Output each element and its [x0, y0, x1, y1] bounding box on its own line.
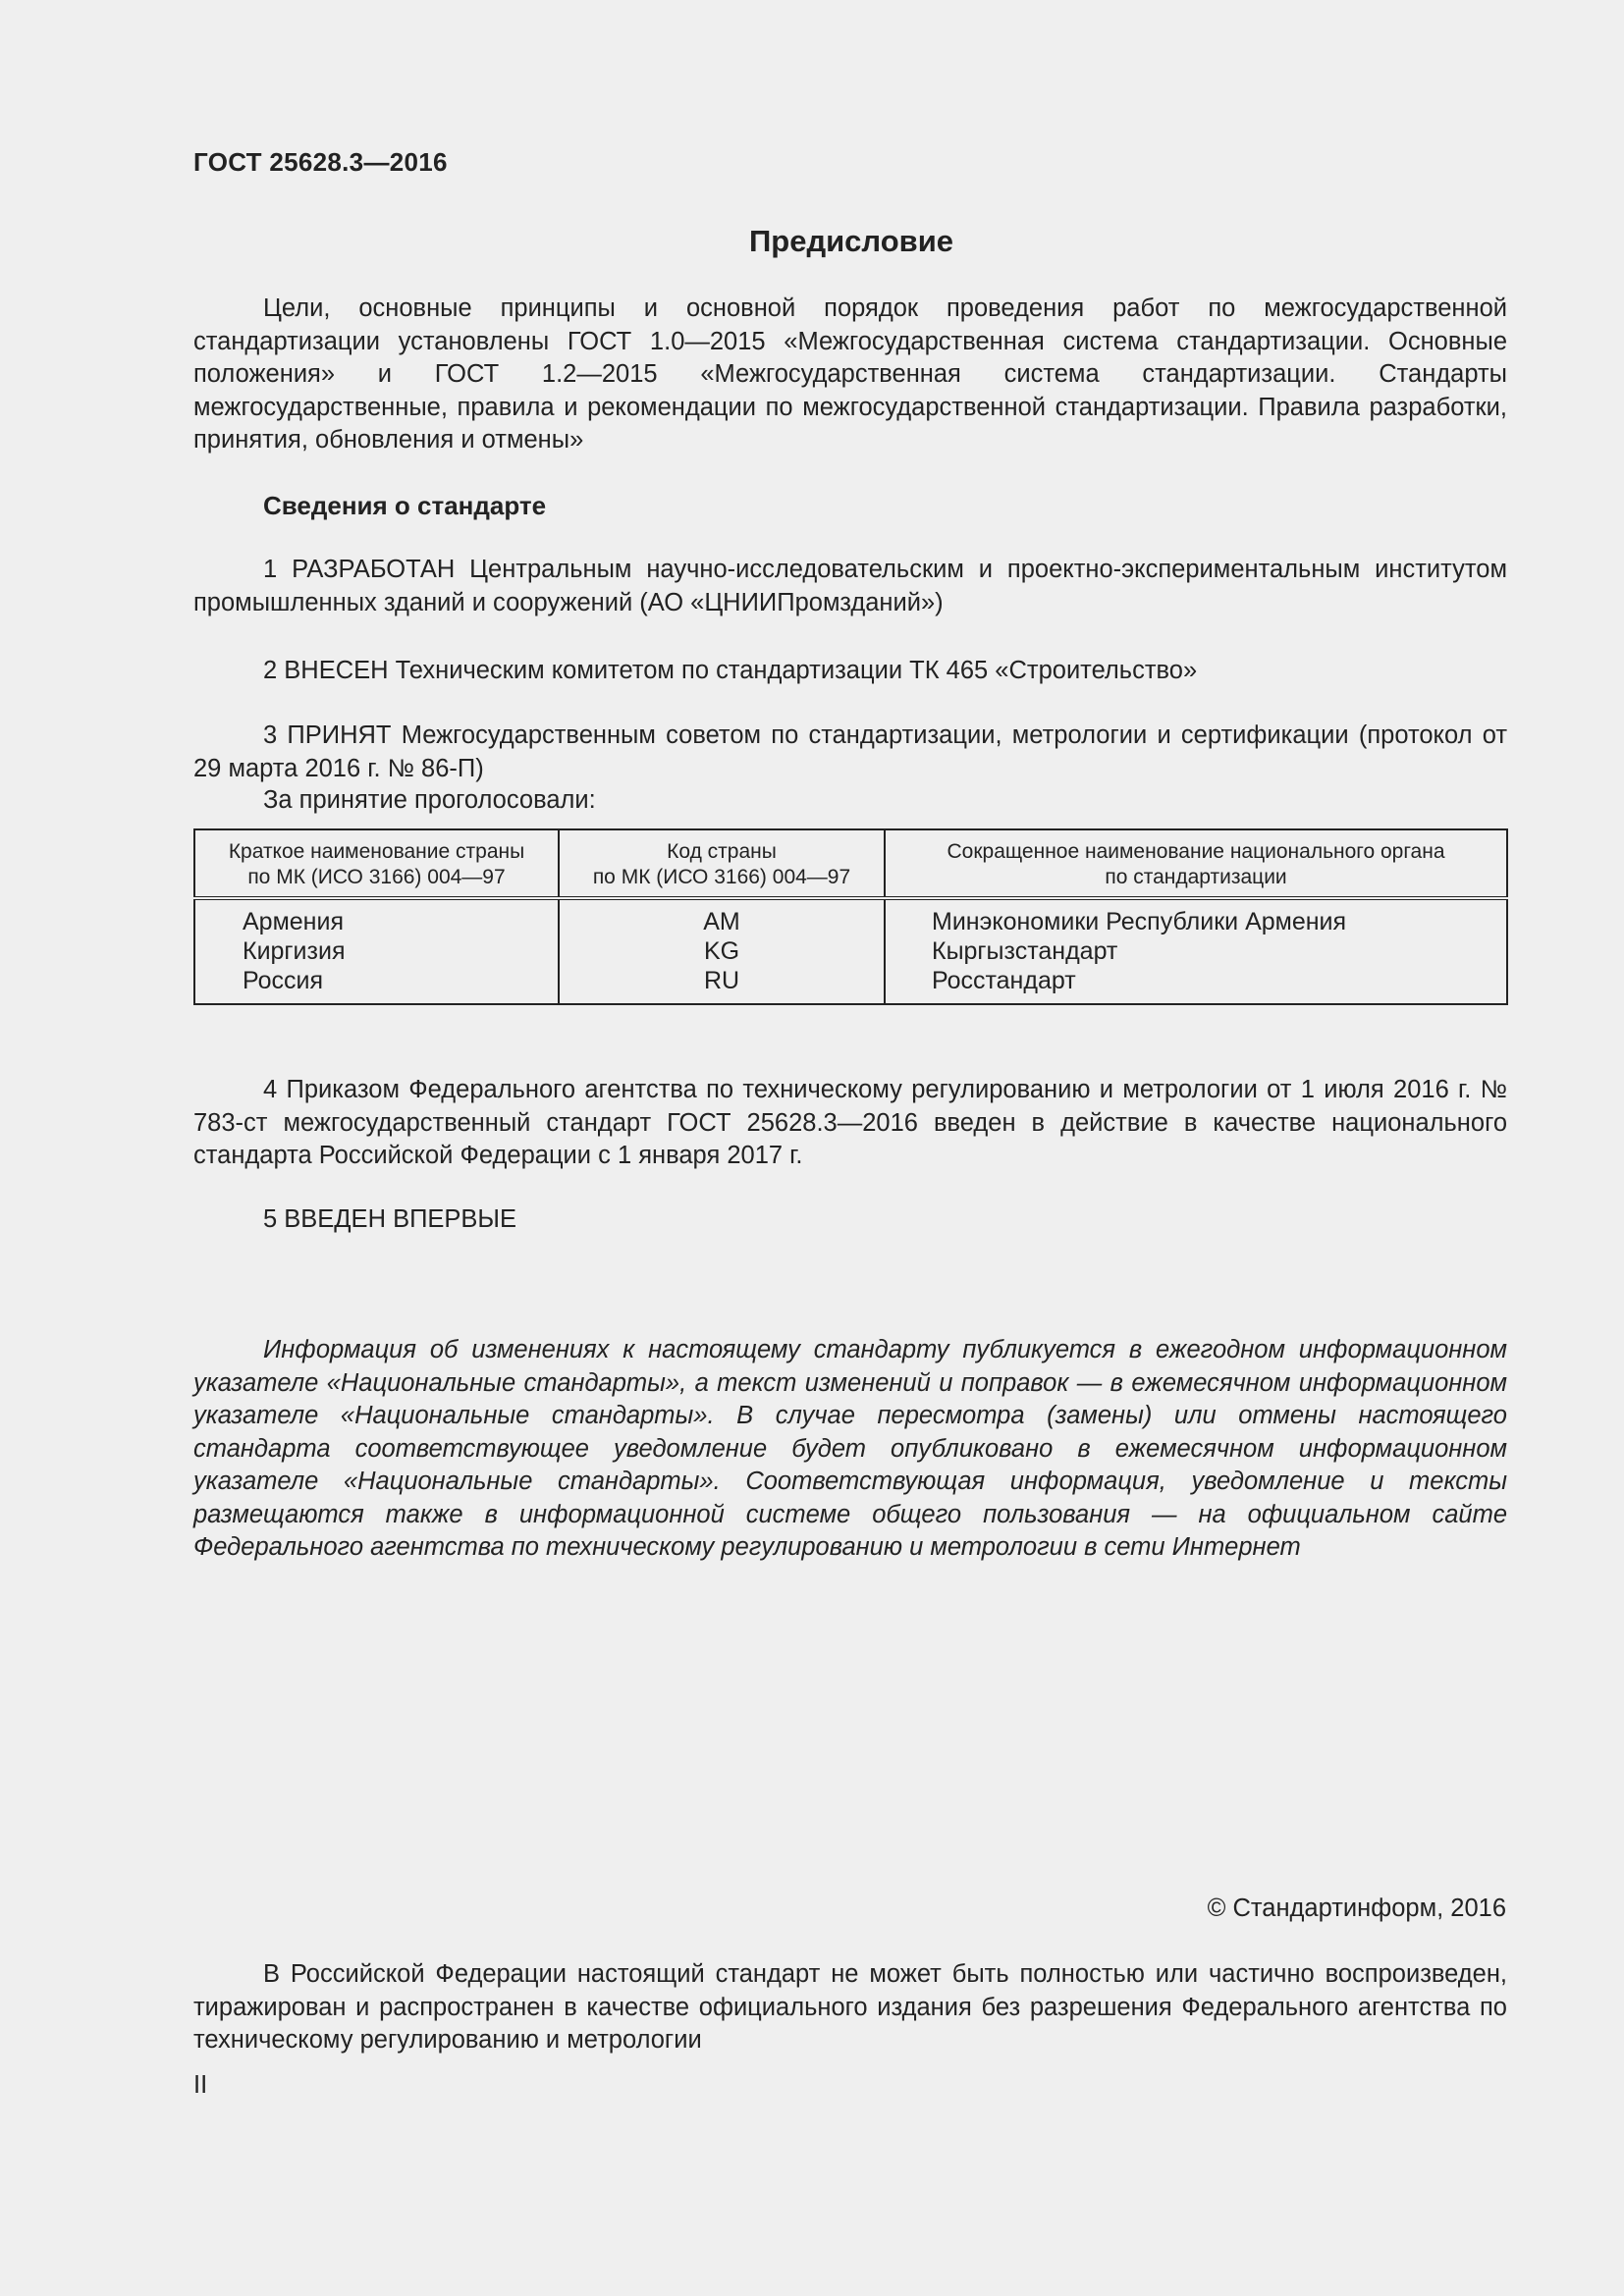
page-number: II	[193, 2071, 208, 2099]
header-code-line1: Код страны	[667, 840, 777, 863]
column-code	[559, 898, 885, 1004]
code-cell: KG	[703, 937, 740, 965]
code-cell: AM	[703, 908, 740, 935]
body-cell: Кыргызстандарт	[932, 937, 1118, 965]
voting-table	[193, 828, 1508, 1005]
item-first-introduced: 5 ВВЕДЕН ВПЕРВЫЕ	[263, 1205, 517, 1233]
header-body-line1: Сокращенное наименование национального органа	[947, 840, 1445, 863]
item-adopted: 3 ПРИНЯТ Межгосударственным советом по стандартизации, метрологии и сертификации (протокол от 29 марта 2016 г. № 86-П)	[193, 721, 1507, 782]
column-body	[885, 898, 1507, 1004]
header-country-line1: Краткое наименование страны	[228, 840, 525, 863]
country-cell: Армения	[243, 908, 344, 935]
intro-paragraph: Цели, основные принципы и основной порядок проведения работ по межгосударственной стандартизации установлены ГОСТ 1.0—2015 «Межгосударственная система стандартизации. Основные положения» и ГОСТ 1.2—2015 «Межгосударственная система стандартизации. Стандарты межгосударственные, правила и рекомендации по межгосударственной стандартизации. Правила разработки, принятия, обновления и отмены»	[193, 294, 1507, 454]
voted-label: За принятие проголосовали:	[263, 786, 596, 814]
info-notice: Информация об изменениях к настоящему стандарту публикуется в ежегодном информационном указателе «Национальные стандарты», а текст изменений и поправок — в ежемесячном информационном указателе «Национальные стандарты». В случае пересмотра (замены) или отмены настоящего стандарта соответствующее уведомление будет опубликовано в ежемесячном информационном указателе «Национальные стандарты». Соответствующая информация, уведомление и тексты размещаются также в информационной системе общего пользования — на официальном сайте Федерального агентства по техническому регулированию и метрологии в сети Интернет	[193, 1336, 1507, 1561]
item-developed: 1 РАЗРАБОТАН Центральным научно-исследовательским и проектно-экспериментальным институтом промышленных зданий и сооружений (АО «ЦНИИПромзданий»)	[193, 556, 1507, 616]
header-code	[559, 829, 885, 898]
item-submitted: 2 ВНЕСЕН Техническим комитетом по стандартизации ТК 465 «Строительство»	[263, 657, 1198, 684]
header-body-line2: по стандартизации	[1105, 866, 1287, 888]
header-country	[194, 829, 559, 898]
table-body-row	[194, 898, 1507, 1004]
body-cell: Росстандарт	[932, 967, 1076, 994]
header-body	[885, 829, 1507, 898]
country-cell: Киргизия	[243, 937, 346, 965]
body-cell: Минэкономики Республики Армения	[932, 908, 1347, 935]
header-country-line2: по МК (ИСО 3166) 004—97	[247, 866, 506, 888]
code-cell: RU	[703, 967, 740, 994]
page-title: Предисловие	[748, 224, 953, 258]
document-code: ГОСТ 25628.3—2016	[193, 147, 448, 177]
rights-notice: В Российской Федерации настоящий стандарт не может быть полностью или частично воспроизведен, тиражирован и распространен в качестве официального издания без разрешения Федерального агентства по техническому регулированию и метрологии	[193, 1960, 1507, 2054]
copyright-line: © Стандартинформ, 2016	[1207, 1895, 1506, 1922]
section-heading: Сведения о стандарте	[263, 491, 547, 520]
header-code-line2: по МК (ИСО 3166) 004—97	[592, 866, 851, 888]
country-cell: Россия	[243, 967, 323, 994]
table-header-row	[194, 829, 1507, 898]
column-country	[194, 898, 559, 1004]
item-enacted: 4 Приказом Федерального агентства по техническому регулированию и метрологии от 1 июля 2016 г. № 783-ст межгосударственный стандарт ГОСТ 25628.3—2016 введен в действие в качестве национального стандарта Российской Федерации с 1 января 2017 г.	[193, 1076, 1507, 1169]
